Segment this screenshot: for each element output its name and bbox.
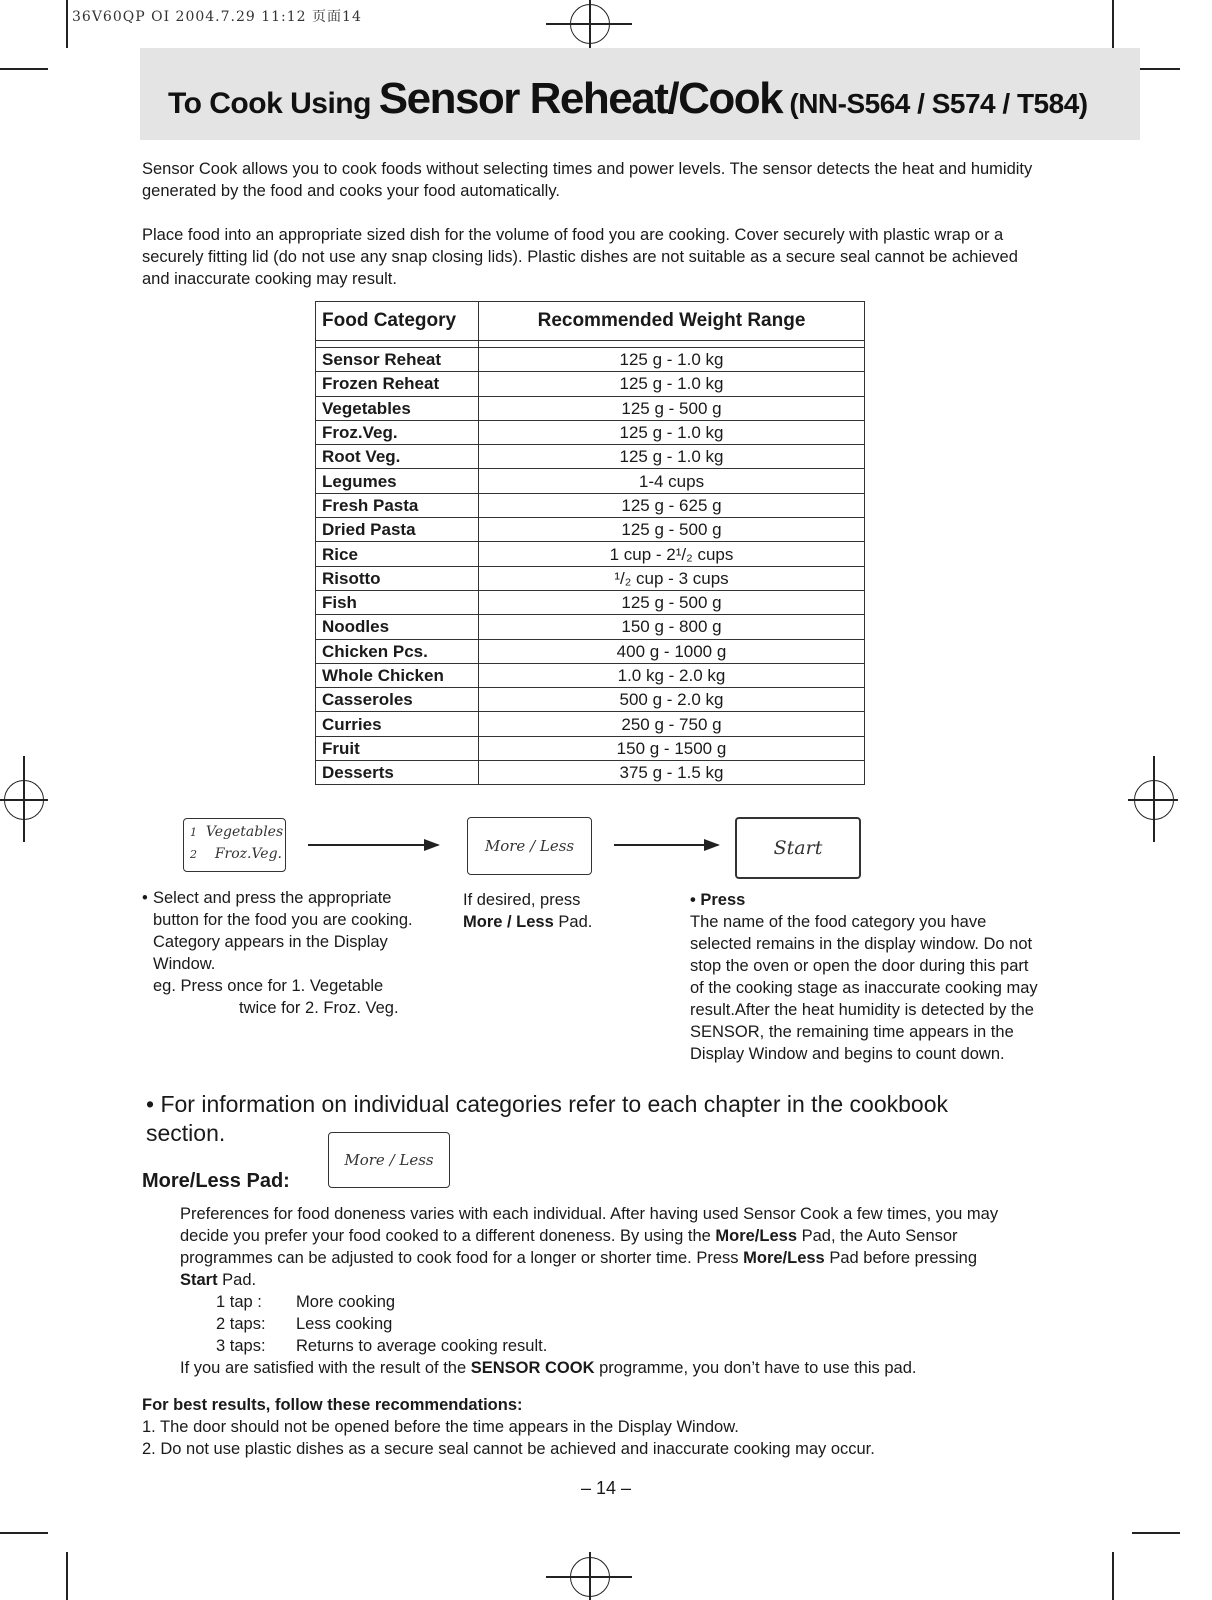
weight-range-cell: 125 g - 1.0 kg: [479, 420, 865, 444]
weight-range-cell: 125 g - 1.0 kg: [479, 348, 865, 372]
food-category-cell: Fruit: [316, 736, 479, 760]
weight-range-cell: 375 g - 1.5 kg: [479, 761, 865, 785]
food-category-cell: Sensor Reheat: [316, 348, 479, 372]
table-row: [316, 615, 865, 639]
table-row: [316, 639, 865, 663]
weight-range-cell: 250 g - 750 g: [479, 712, 865, 736]
table-header-category: Food Category: [316, 302, 479, 341]
crop-mark: [0, 1532, 48, 1534]
weight-range-cell: 150 g - 1500 g: [479, 736, 865, 760]
category-button[interactable]: 1 Vegetables 2 Froz.Veg.: [183, 818, 286, 872]
food-category-cell: Risotto: [316, 566, 479, 590]
list-item: 3 taps: Returns to average cooking result.: [216, 1337, 548, 1355]
list-item: 2. Do not use plastic dishes as a secure seal cannot be achieved and inaccurate cooking may occur.: [142, 1440, 875, 1458]
step-3-text: • Press The name of the food category you have selected remains in the display window. Do not stop the oven or open the door during this part of the cooking stage as inaccurate cooking may result.After the heat humidity is detected by the SENSOR, the remaining time appears in the Display Window and begins to count down.: [690, 891, 1038, 1063]
weight-range-cell: 125 g - 1.0 kg: [479, 445, 865, 469]
food-category-cell: Legumes: [316, 469, 479, 493]
start-button[interactable]: Start: [735, 817, 861, 879]
weight-range-cell: 1.0 kg - 2.0 kg: [479, 663, 865, 687]
table-row: [316, 663, 865, 687]
tap-list: [216, 1291, 547, 1357]
arrow-icon: [614, 844, 718, 846]
arrow-icon: [308, 844, 438, 846]
food-category-cell: Noodles: [316, 615, 479, 639]
food-category-cell: Fresh Pasta: [316, 493, 479, 517]
list-item: 1 tap : More cooking: [216, 1293, 396, 1311]
more-less-button[interactable]: More / Less: [467, 817, 592, 875]
crop-mark: [66, 0, 68, 48]
page-title: To Cook Using Sensor Reheat/Cook (NN-S564 / S574 / T584): [168, 74, 1088, 123]
crop-mark: [0, 68, 48, 70]
table-row: [316, 396, 865, 420]
weight-range-cell: 1 cup - 2¹/₂ cups: [479, 542, 865, 566]
table-row: [316, 688, 865, 712]
table-header-weight: Recommended Weight Range: [479, 302, 865, 341]
table-row: [316, 566, 865, 590]
step-1-text: • Select and press the appropriate button for the food you are cooking. Category appears in the Display Window. eg. Press once for 1. Vegetable twice for 2. Froz. Veg.: [142, 889, 413, 1017]
table-row: [316, 420, 865, 444]
intro-paragraph-1: Sensor Cook allows you to cook foods without selecting times and power levels. The sensor detects the heat and humidity generated by the food and cooks your food automatically.: [142, 160, 1033, 200]
table-row: [316, 469, 865, 493]
table-row: [316, 348, 865, 372]
more-less-paragraph: Preferences for food doneness varies with each individual. After having used Sensor Cook a few times, you may decide you prefer your food cooked to a different doneness. By using the More/Less Pad, the Auto Sensor programmes can be adjusted to cook food for a longer or shorter time. Press More/Less Pad before pressing Start Pad.: [180, 1205, 999, 1289]
crop-mark: [1112, 1552, 1114, 1600]
weight-range-cell: 400 g - 1000 g: [479, 639, 865, 663]
intro-paragraph-2: Place food into an appropriate sized dish for the volume of food you are cooking. Cover securely with plastic wrap or a securely fitting lid (do not use any snap closing lids). Plastic dishes are not suitable as a secure seal cannot be achieved and inaccurate cooking may result.: [142, 226, 1018, 288]
weight-range-cell: 125 g - 500 g: [479, 518, 865, 542]
more-less-note: If you are satisfied with the result of the SENSOR COOK programme, you don’t have to use this pad.: [180, 1359, 917, 1377]
crop-mark: [66, 1552, 68, 1600]
weight-range-cell: 125 g - 1.0 kg: [479, 372, 865, 396]
list-item: 2 taps: Less cooking: [216, 1315, 393, 1333]
food-category-cell: Dried Pasta: [316, 518, 479, 542]
weight-range-cell: 125 g - 500 g: [479, 590, 865, 614]
weight-range-cell: 125 g - 500 g: [479, 396, 865, 420]
food-category-cell: Root Veg.: [316, 445, 479, 469]
food-category-cell: Whole Chicken: [316, 663, 479, 687]
table-row: [316, 542, 865, 566]
crop-mark: [1112, 0, 1114, 48]
table-row: [316, 372, 865, 396]
weight-range-cell: 150 g - 800 g: [479, 615, 865, 639]
food-category-cell: Fish: [316, 590, 479, 614]
food-category-cell: Froz.Veg.: [316, 420, 479, 444]
table-row: [316, 518, 865, 542]
weight-range-cell: ¹/₂ cup - 3 cups: [479, 566, 865, 590]
food-category-cell: Desserts: [322, 763, 394, 783]
food-category-cell: Casseroles: [316, 688, 479, 712]
food-category-cell: Chicken Pcs.: [316, 639, 479, 663]
food-category-cell: Rice: [316, 542, 479, 566]
page-number: – 14 –: [580, 1478, 632, 1498]
table-row: [316, 445, 865, 469]
list-item: 1. The door should not be opened before the time appears in the Display Window.: [142, 1418, 739, 1436]
table-row: [316, 493, 865, 517]
table-row: [316, 590, 865, 614]
weight-range-cell: 125 g - 625 g: [479, 493, 865, 517]
more-less-button[interactable]: More / Less: [328, 1132, 450, 1188]
table-row: [316, 736, 865, 760]
crop-mark: [1132, 1532, 1180, 1534]
print-header: 36V60QP OI 2004.7.29 11:12 页面14: [72, 9, 362, 25]
weight-range-cell: 1-4 cups: [479, 469, 865, 493]
info-bullet: • For information on individual categories refer to each chapter in the cookbook section.: [146, 1091, 949, 1146]
food-category-cell: Vegetables: [316, 396, 479, 420]
table-row: [316, 712, 865, 736]
weight-range-cell: 500 g - 2.0 kg: [479, 688, 865, 712]
food-category-cell: Frozen Reheat: [316, 372, 479, 396]
best-results: [142, 1394, 875, 1460]
table-row: [316, 761, 865, 785]
best-results-heading: For best results, follow these recommendations:: [142, 1396, 523, 1414]
weight-range-table: [315, 301, 865, 785]
more-less-heading: More/Less Pad:: [142, 1170, 290, 1192]
step-2-text: If desired, press More / Less Pad.: [463, 891, 593, 931]
food-category-cell: Curries: [316, 712, 479, 736]
